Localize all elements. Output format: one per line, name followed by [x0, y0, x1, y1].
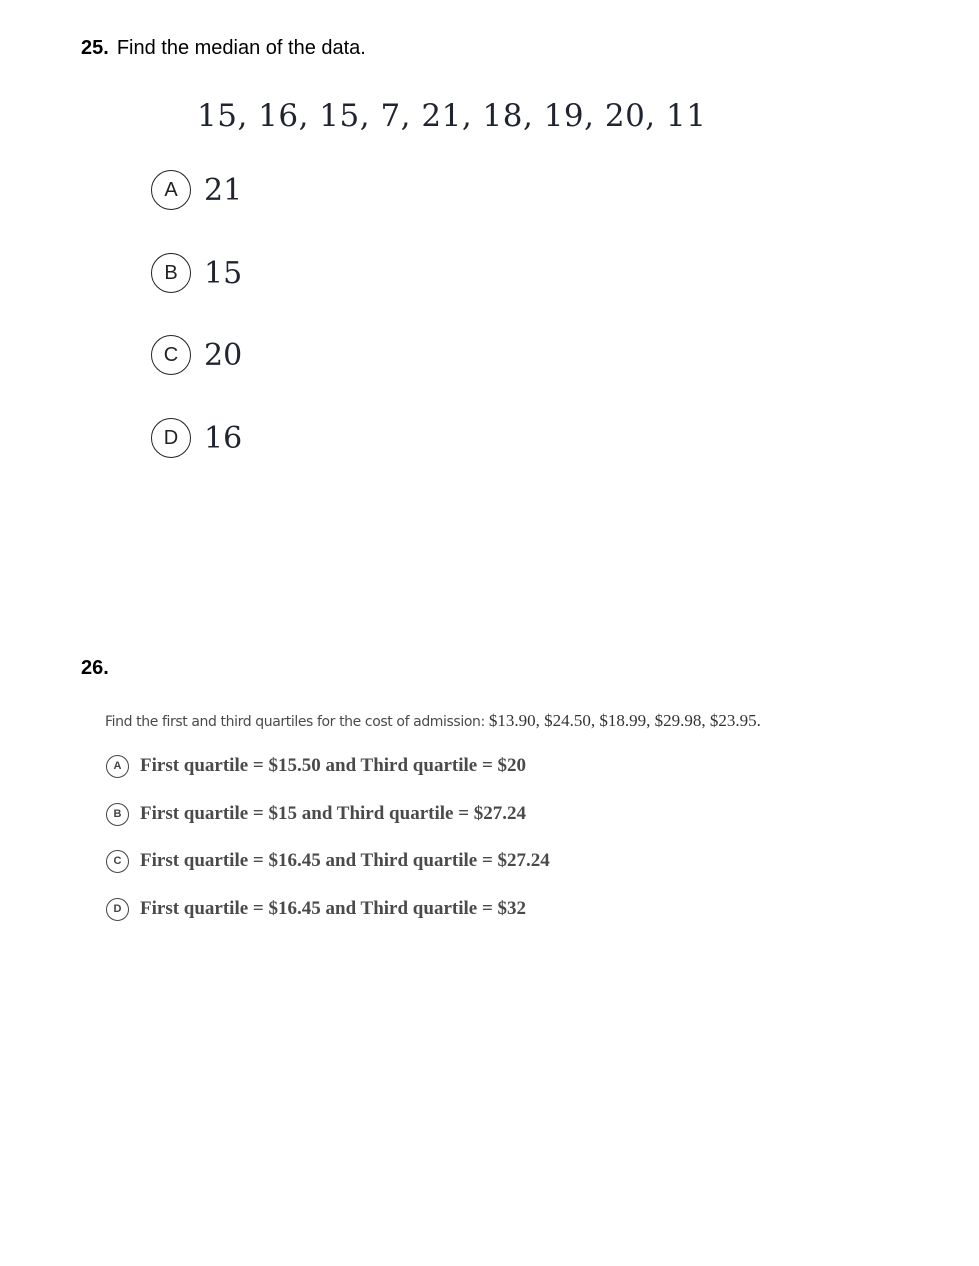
option-bubble-icon[interactable]: C	[151, 335, 191, 375]
option-bubble-icon[interactable]: A	[106, 755, 129, 778]
option-text: First quartile = $16.45 and Third quartile = $32	[140, 898, 527, 919]
option-bubble-icon[interactable]: B	[106, 803, 129, 826]
question-25-dataset: 15, 16, 15, 7, 21, 18, 19, 20, 11	[197, 98, 707, 134]
q25-option-a[interactable]	[151, 168, 242, 212]
option-text: First quartile = $16.45 and Third quartile = $27.24	[140, 850, 550, 871]
q25-option-b[interactable]	[151, 251, 242, 295]
question-26-text: Find the first and third quartiles for the cost of admission:	[105, 714, 485, 730]
q25-option-d[interactable]	[151, 416, 242, 460]
q26-option-c[interactable]	[106, 848, 550, 874]
option-text: 16	[204, 420, 243, 456]
q25-option-c[interactable]	[151, 333, 242, 377]
option-text: 15	[204, 255, 243, 291]
option-bubble-icon[interactable]: D	[151, 418, 191, 458]
option-bubble-icon[interactable]: A	[151, 170, 191, 210]
option-bubble-icon[interactable]: B	[151, 253, 191, 293]
option-bubble-icon[interactable]: C	[106, 850, 129, 873]
question-26-header	[81, 656, 117, 680]
question-26-values: $13.90, $24.50, $18.99, $29.98, $23.95.	[488, 711, 761, 730]
q26-option-b[interactable]	[106, 801, 526, 827]
question-25-number: 25.	[81, 37, 109, 59]
question-26-prompt	[105, 711, 761, 731]
question-26-number: 26.	[81, 657, 109, 679]
question-25-header	[81, 36, 366, 60]
question-25-text: Find the median of the data.	[116, 37, 366, 59]
option-text: 20	[204, 337, 243, 373]
option-text: First quartile = $15 and Third quartile = $27.24	[140, 803, 527, 824]
q26-option-a[interactable]	[106, 753, 526, 779]
option-bubble-icon[interactable]: D	[106, 898, 129, 921]
option-text: 21	[204, 172, 243, 208]
q26-option-d[interactable]	[106, 896, 526, 922]
option-text: First quartile = $15.50 and Third quartile = $20	[140, 755, 527, 776]
